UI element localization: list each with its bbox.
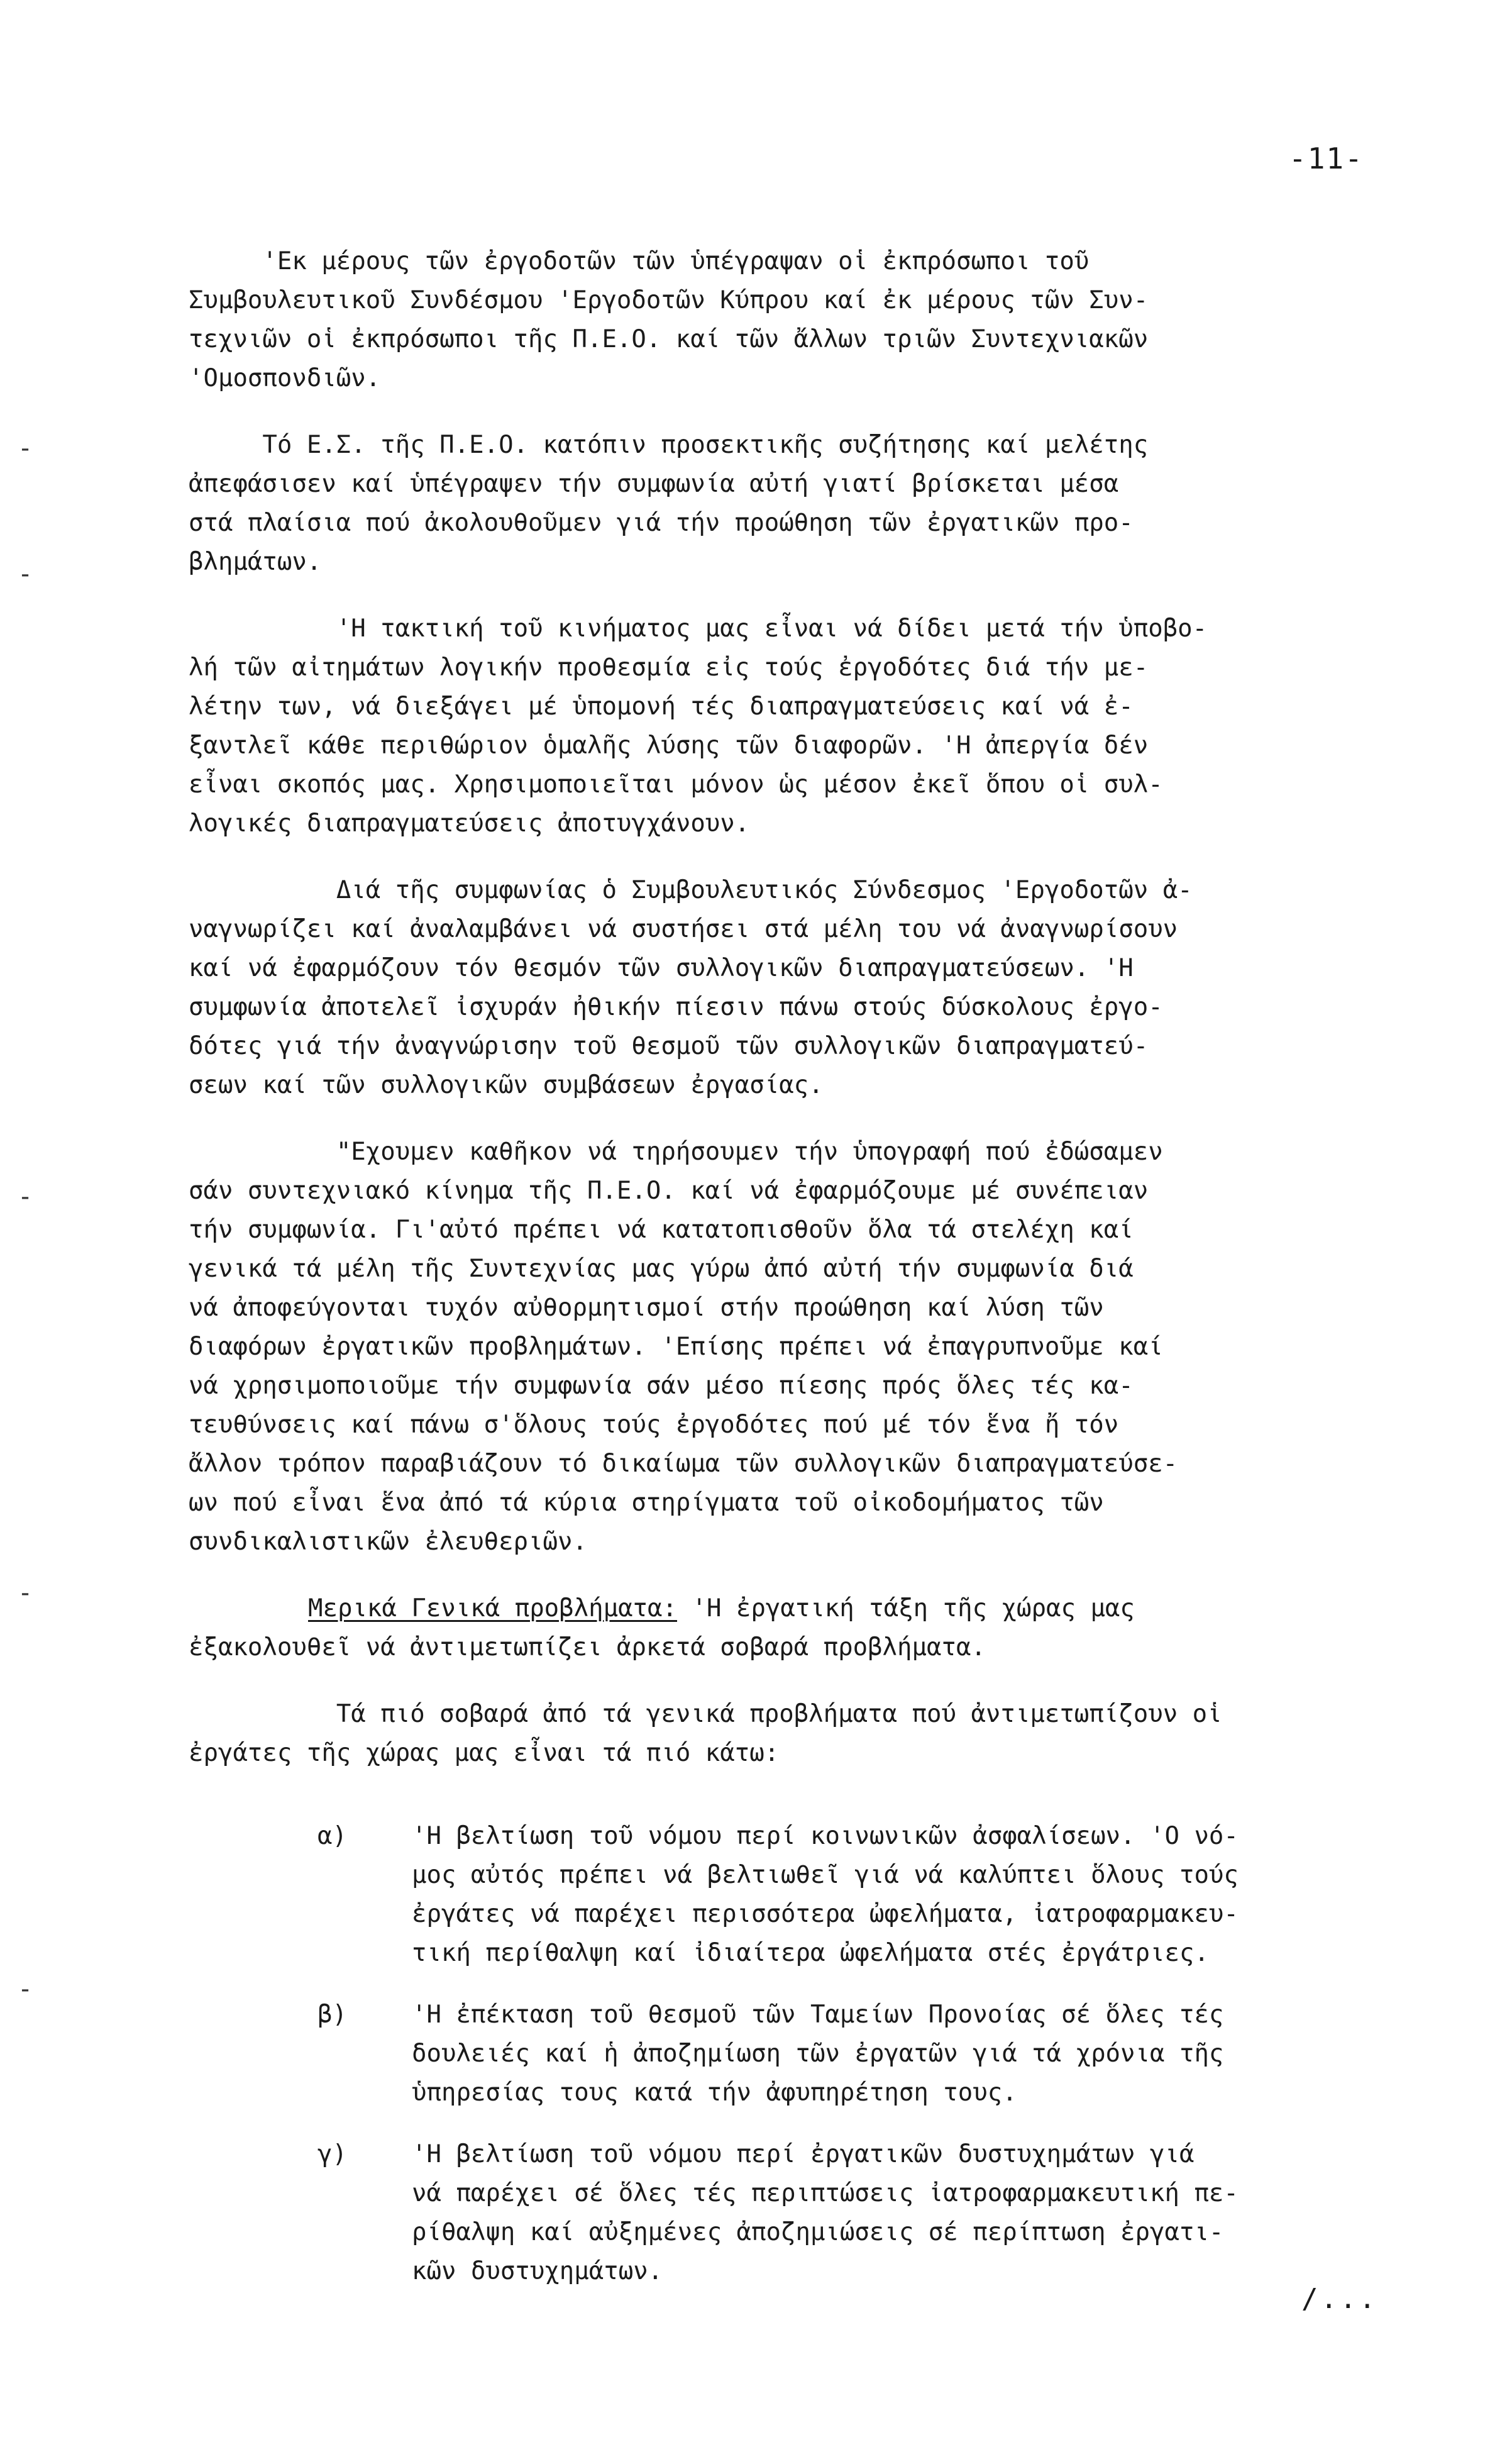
list-item-text: 'Η ἐπέκταση τοῦ θεσμοῦ τῶν Ταμείων Προνοίας σέ ὅλες τές δουλειές καί ἡ ἀποζημίωση τῶν ἐργατῶν γιά τά χρόνια τῆς ὑπηρεσίας τους κατά τήν ἀφυπηρέτηση τους. xyxy=(412,2001,1224,2107)
list-item xyxy=(189,1817,1465,1973)
paragraph-agreement-recognition: Διά τῆς συμφωνίας ὁ Συμβουλευτικός Σύνδεσμος 'Εργοδοτῶν ἀ- ναγνωρίζει καί ἀναλαμβάνει νά συστήσει στά μέλη του νά ἀναγνωρίσουν καί νά ἐφαρμόζουν τόν θεσμόν τῶν συλλογικῶν διαπραγματεύσεων. 'Η συμφωνία ἀποτελεῖ ἰσχυράν ἠθικήν πίεσιν πάνω στούς δύσκολους ἐργο- δότες γιά τήν ἀναγνώρισην τοῦ θεσμοῦ τῶν συλλογικῶν διαπραγματεύ- σεων καί τῶν συλλογικῶν συμβάσεων ἐργασίας. xyxy=(189,876,1193,1099)
list-marker: β) xyxy=(317,2001,347,2029)
page-number: -11- xyxy=(1289,142,1364,175)
list-item xyxy=(189,2135,1465,2291)
list-item-text: 'Η βελτίωση τοῦ νόμου περί ἐργατικῶν δυστυχημάτων γιά νά παρέχει σέ ὅλες τές περιπτώσεις ἰατροφαρμακευτική πε- ρίθαλψη καί αὐξημένες ἀποζημιώσεις σέ περίπτωση ἐργατι- κῶν δυστυχημάτων. xyxy=(412,2140,1239,2285)
section-heading-continuation: ἐξακολουθεῖ νά ἀντιμετωπίζει ἀρκετά σοβαρά προβλήματα. xyxy=(189,1633,986,1662)
margin-mark: - xyxy=(18,434,33,463)
paragraph-executive-decision: Τό Ε.Σ. τῆς Π.Ε.Ο. κατόπιν προσεκτικῆς συζήτησης καί μελέτης ἀπεφάσισεν καί ὑπέγραψεν τήν συμφωνία αὐτή γιατί βρίσκεται μέσα στά πλαίσια πού ἀκολουθοῦμεν γιά τήν προώθηση τῶν ἐργατικῶν προ- βλημάτων. xyxy=(189,431,1149,576)
list-marker: α) xyxy=(317,1822,347,1850)
margin-mark: - xyxy=(18,1182,33,1211)
problems-list xyxy=(189,1817,1465,2291)
margin-mark: - xyxy=(18,560,33,589)
margin-mark: - xyxy=(18,1975,33,2004)
section-heading-text: 'Η ἐργατική τάξη τῆς χώρας μας xyxy=(677,1594,1135,1623)
paragraph-employers-signature: 'Εκ μέρους τῶν ἐργοδοτῶν τῶν ὑπέγραψαν οἱ ἐκπρόσωποι τοῦ Συμβουλευτικοῦ Συνδέσμου 'Εργοδοτῶν Κύπρου καί ἐκ μέρους τῶν Συν- τεχνιῶν οἱ ἐκπρόσωποι τῆς Π.Ε.Ο. καί τῶν ἄλλων τριῶν Συντεχνιακῶν 'Ομοσπονδιῶν. xyxy=(189,247,1149,392)
list-item-text: 'Η βελτίωση τοῦ νόμου περί κοινωνικῶν ἀσφαλίσεων. 'Ο νό- μος αὐτός πρέπει νά βελτιωθεῖ γιά νά καλύπτει ὅλους τούς ἐργάτες νά παρέχει περισσότερα ὠφελήματα, ἰατροφαρμακευ- τική περίθαλψη καί ἰδιαίτερα ὠφελήματα στές ἐργάτριες. xyxy=(412,1822,1239,1967)
list-marker: γ) xyxy=(317,2140,347,2168)
section-heading: Μερικά Γενικά προβλήματα: xyxy=(308,1594,677,1623)
paragraph-duty-to-honour: "Εχουμεν καθῆκον νά τηρήσουμεν τήν ὑπογραφή πού ἐδώσαμεν σάν συντεχνιακό κίνημα τῆς Π.Ε.Ο. καί νά ἐφαρμόζουμε μέ συνέπειαν τήν συμφωνία. Γι'αὐτό πρέπει νά κατατοπισθοῦν ὅλα τά στελέχη καί γενικά τά μέλη τῆς Συντεχνίας μας γύρω ἀπό αὐτή τήν συμφωνία διά νά ἀποφεύγονται τυχόν αὐθορμητισμοί στήν προώθηση καί λύση τῶν διαφόρων ἐργατικῶν προβλημάτων. 'Επίσης πρέπει νά ἐπαγρυπνοῦμε καί νά χρησιμοποιοῦμε τήν συμφωνία σάν μέσο πίεσης πρός ὅλες τές κα- τευθύνσεις καί πάνω σ'ὅλους τούς ἐργοδότες πού μέ τόν ἕνα ἤ τόν ἄλλον τρόπον παραβιάζουν τό δικαίωμα τῶν συλλογικῶν διαπραγματεύσε- ων πού εἶναι ἕνα ἀπό τά κύρια στηρίγματα τοῦ οἰκοδομήματος τῶν συνδικαλιστικῶν ἐλευθεριῶν. xyxy=(189,1138,1178,1556)
continuation-mark: /... xyxy=(1301,2283,1378,2315)
margin-mark: - xyxy=(18,1579,33,1607)
section-heading-line xyxy=(189,1589,1465,1628)
list-item xyxy=(189,1995,1465,2112)
document-body xyxy=(189,242,1465,2314)
paragraph-serious-problems: Τά πιό σοβαρά ἀπό τά γενικά προβλήματα πού ἀντιμετωπίζουν οἱ ἐργάτες τῆς χώρας μας εἶναι τά πιό κάτω: xyxy=(189,1700,1222,1767)
paragraph-movement-tactics: 'Η τακτική τοῦ κινήματος μας εἶναι νά δίδει μετά τήν ὑποβο- λή τῶν αἰτημάτων λογικήν προθεσμία εἰς τούς ἐργοδότες διά τήν με- λέτην των, νά διεξάγει μέ ὑπομονή τές διαπραγματεύσεις καί νά ἐ- ξαντλεῖ κάθε περιθώριον ὁμαλῆς λύσης τῶν διαφορῶν. 'Η ἀπεργία δέν εἶναι σκοπός μας. Χρησιμοποιεῖται μόνον ὡς μέσον ἐκεῖ ὅπου οἱ συλ- λογικές διαπραγματεύσεις ἀποτυγχάνουν. xyxy=(189,614,1208,838)
